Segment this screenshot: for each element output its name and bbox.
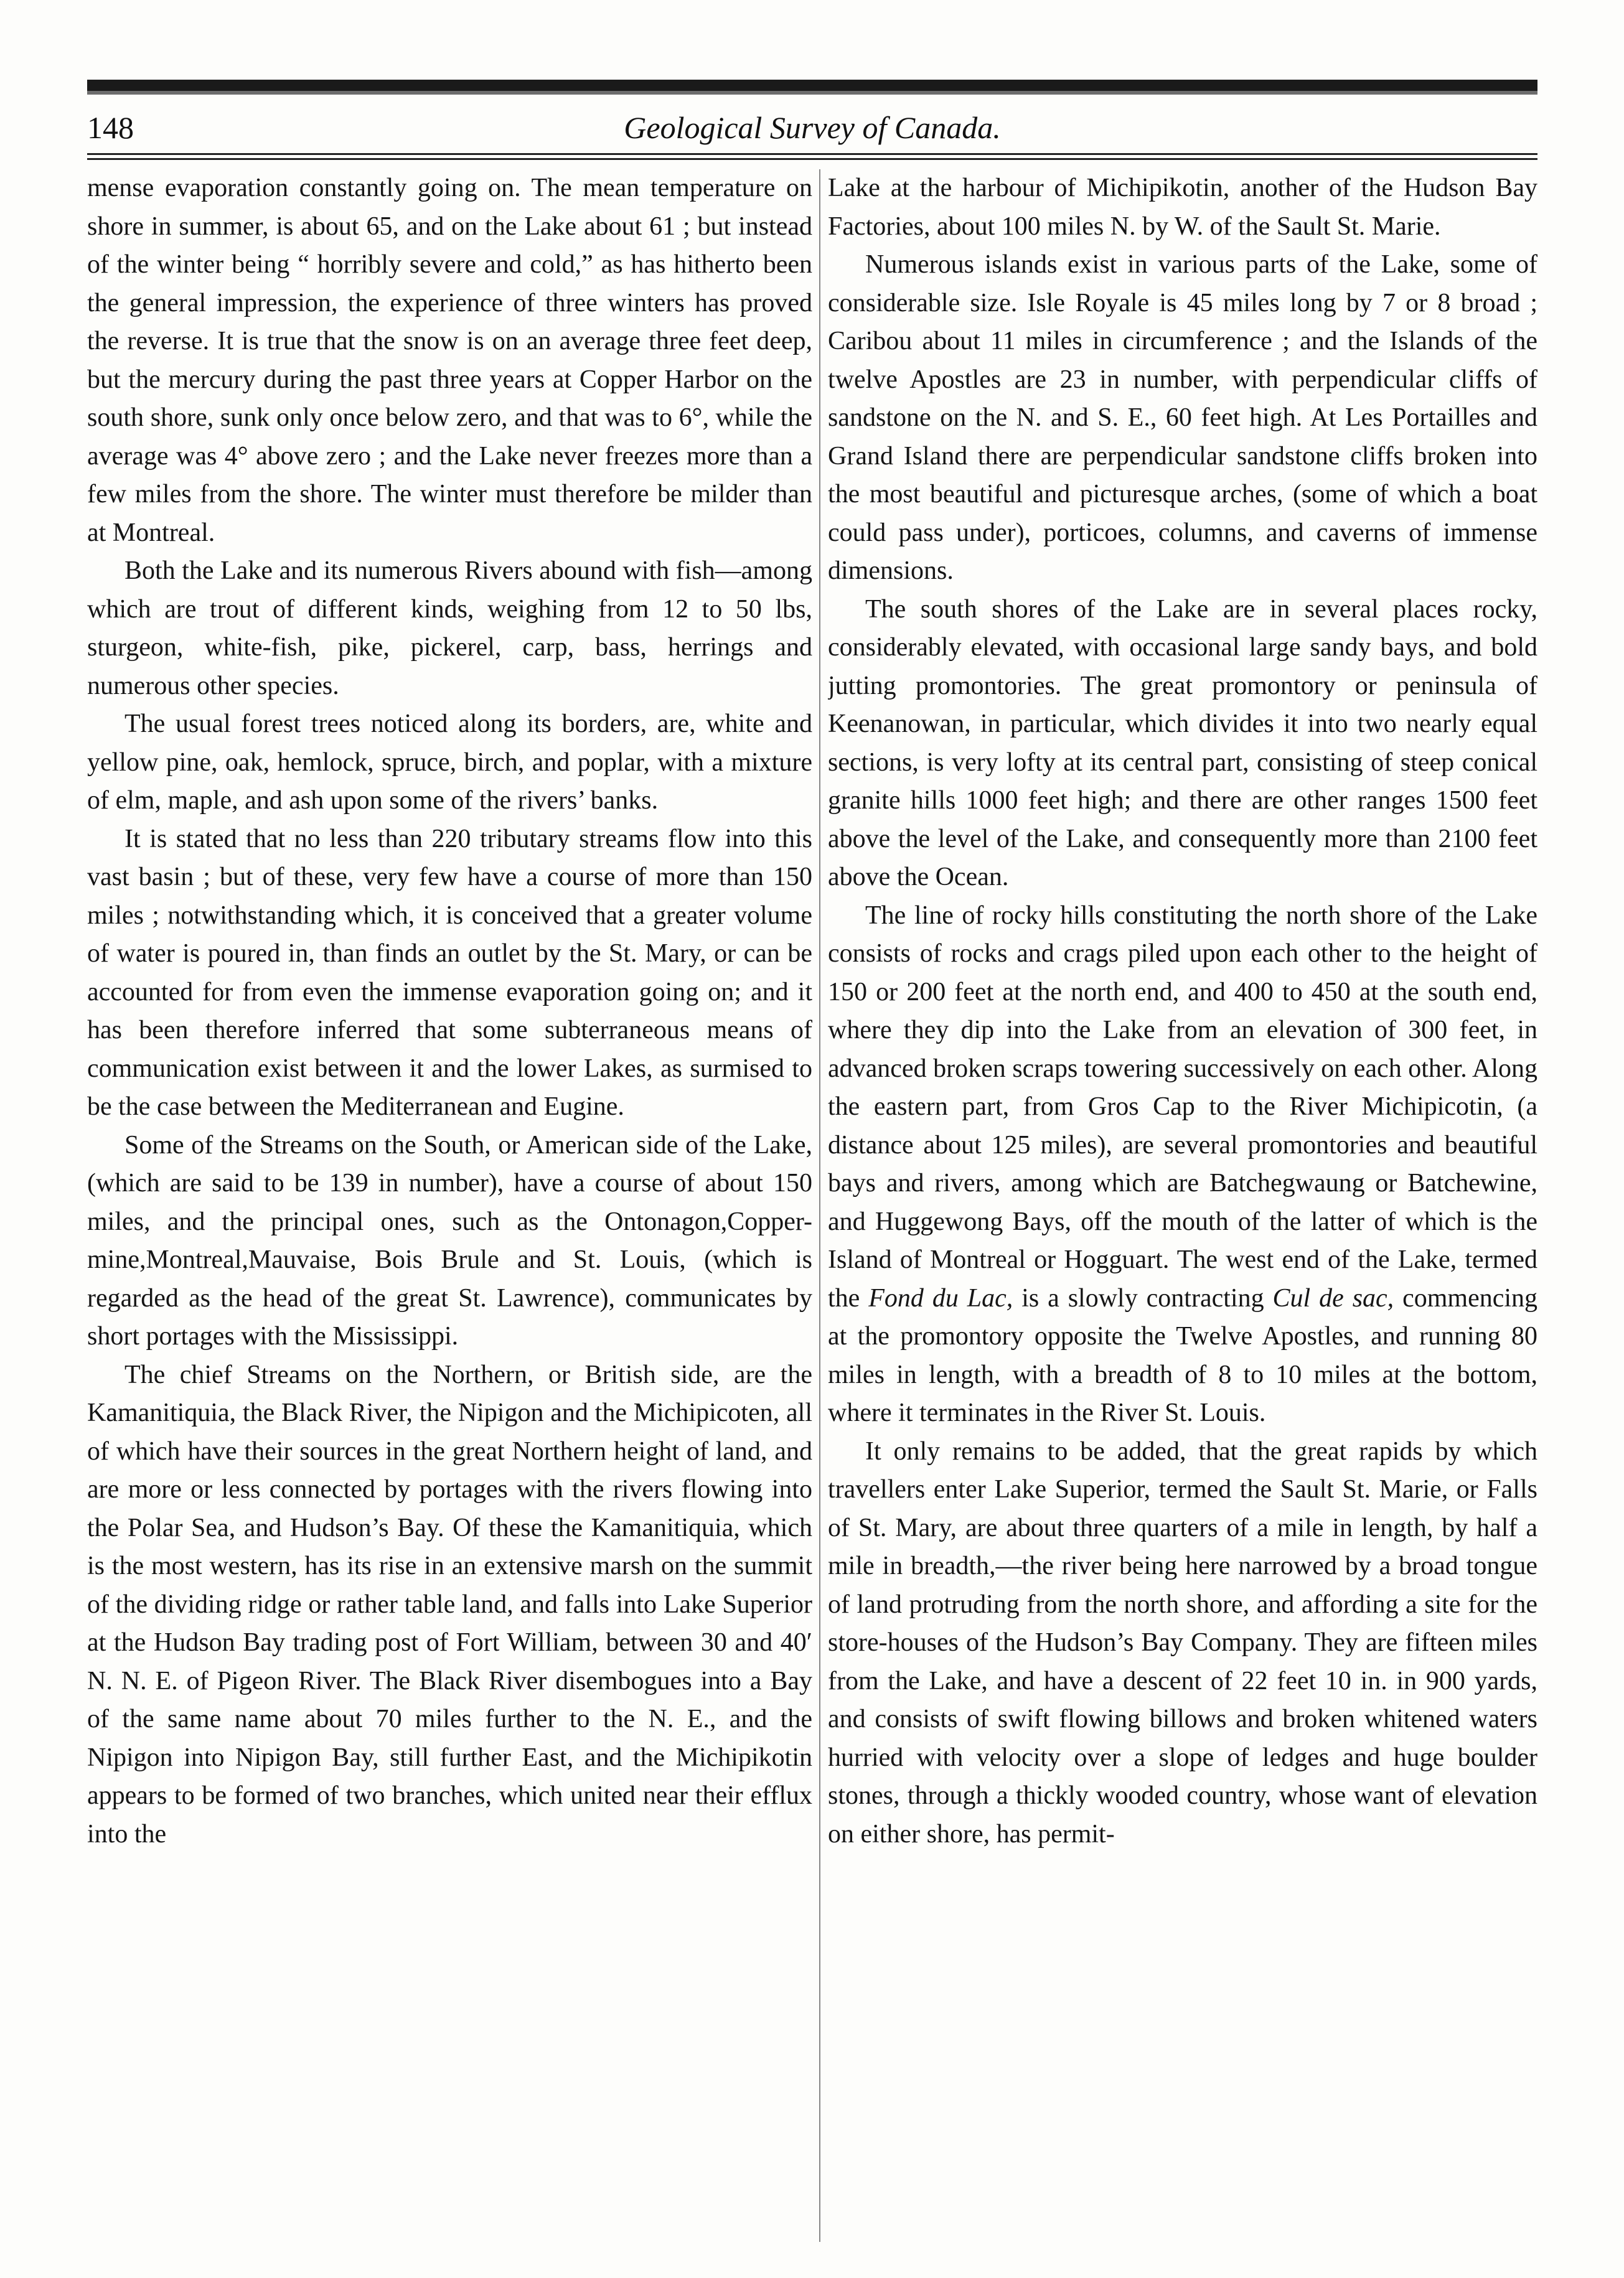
paragraph: The usual forest trees noticed along its borders, are, white and yellow pine, oak, hemlock, spruce, birch, and poplar, with a mixture of elm, maple, and ash upon some of the rivers’ banks. xyxy=(87,710,812,815)
text-run: is a slowly contracting xyxy=(1021,1283,1264,1313)
paragraph xyxy=(828,897,1537,1433)
header-rule xyxy=(87,153,1537,155)
italic-term: Fond du Lac, xyxy=(868,1283,1013,1313)
paragraph: Some of the Streams on the South, or American side of the Lake, (which are said to be 139 in number), have a course of about 150 miles, and the principal ones, such as the Ontonagon,Copper-mine,Montreal,Mauvaise, Bois Brule and St. Louis, (which is regarded as the head of the great St. Lawrence), communicates by short portages with the Mississippi. xyxy=(87,1130,812,1351)
paragraph: It only remains to be added, that the great rapids by which travellers enter Lake Superior, termed the Sault St. Marie, or Falls of St. Mary, are about three quarters of a mile in length, by half a mile in breadth,—the river being here narrowed by a broad tongue of land protruding from the north shore, and affording a site for the store-houses of the Hudson’s Bay Company. They are fifteen miles from the Lake, and have a descent of 22 feet 10 in. in 900 yards, and consists of swift flowing billows and broken whitened waters hurried with velocity over a slope of ledges and huge boulder stones, through a thickly wooded country, whose want of elevation on either shore, has permit- xyxy=(828,1437,1537,1849)
text-run: The line of rocky hills constituting the north shore of the Lake consists of rocks and crags piled upon each other to the height of 150 or 200 feet at the north end, and 400 to 450 at the south end, where they dip into the Lake from an elevation of 300 feet, in advanced broken scraps towering successively on each other. Along the eastern part, from Gros Cap to the River Michipicotin, (a distance about 125 miles), are several promontories and beautiful bays and rivers, among which are Batchegwaung or Batchewine, and Huggewong Bays, off the mouth of the latter of which is the Island of Montreal or Hogguart. The west end of the Lake, termed the xyxy=(828,901,1537,1313)
text-run: commencing at the promontory opposite the Twelve Apostles, and running 80 miles in length, with a breadth of 8 to 10 miles at the bottom, where it terminates in the River St. Louis. xyxy=(828,1283,1537,1427)
column-divider xyxy=(819,169,820,2242)
running-title: Geological Survey of Canada. xyxy=(624,110,1001,145)
paragraph: Numerous islands exist in various parts of the Lake, some of considerable size. Isle Royale is 45 miles long by 7 or 8 broad ; Caribou about 11 miles in circumference ; and the Islands of the twelve Apostles are 23 in number, with perpendicular cliffs of sandstone on the N. and S. E., 60 feet high. At Les Portailles and Grand Island there are perpendicular sandstone cliffs broken into the most beautiful and picturesque arches, (some of which a boat could pass under), porticoes, columns, and caverns of immense dimensions. xyxy=(828,250,1537,585)
paragraph: The chief Streams on the Northern, or British side, are the Kamanitiquia, the Black River, the Nipigon and the Michipicoten, all of which have their sources in the great Northern height of land, and are more or less connected by portages with the rivers flowing into the Polar Sea, and Hudson’s Bay. Of these the Kamanitiquia, which is the most western, has its rise in an extensive marsh on the summit of the dividing ridge or rather table land, and falls into Lake Superior at the Hudson Bay trading post of Fort William, between 30 and 40′ N. N. E. of Pigeon River. The Black River disembogues into a Bay of the same name about 70 miles further to the N. E., and the Nipigon into Nipigon Bay, still further East, and the Michipikotin appears to be formed of two branches, which united near their efflux into the xyxy=(87,1360,812,1849)
paragraph: mense evaporation constantly going on. The mean temperature on shore in summer, is about 65, and on the Lake about 61 ; but instead of the winter being “ horribly severe and cold,” as has hitherto been the general impression, the experience of three winters has proved the reverse. It is true that the snow is on an average three feet deep, but the mercury during the past three years at Copper Harbor on the south shore, sunk only once below zero, and that was to 6°, while the average was 4° above zero ; and the Lake never freezes more than a few miles from the shore. The winter must therefore be milder than at Montreal. xyxy=(87,174,812,547)
page-header xyxy=(87,106,1537,149)
page-number: 148 xyxy=(87,110,134,145)
paragraph: The south shores of the Lake are in several places rocky, considerably elevated, with occasional large sandy bays, and bold jutting promontories. The great promontory or peninsula of Keenanowan, in particular, which divides it into two nearly equal sections, is very lofty at its central part, consisting of steep conical granite hills 1000 feet high; and there are other ranges 1500 feet above the level of the Lake, and consequently more than 2100 feet above the Ocean. xyxy=(828,594,1537,891)
italic-term: Cul de sac, xyxy=(1272,1283,1394,1313)
paragraph: It is stated that no less than 220 tributary streams flow into this vast basin ; but of these, very few have a course of more than 150 miles ; notwithstanding which, it is conceived that a greater volume of water is poured in, than finds an outlet by the St. Mary, or can be accounted for from even the immense evaporation going on; and it has been therefore inferred that some subterraneous means of communication exist between it and the lower Lakes, as surmised to be the case between the Mediterranean and Eugine. xyxy=(87,824,812,1121)
top-rule xyxy=(87,80,1537,91)
top-rule-shadow xyxy=(87,91,1537,95)
left-column xyxy=(87,169,812,2242)
paragraph: Both the Lake and its numerous Rivers abound with fish—among which are trout of different kinds, weighing from 12 to 50 lbs, sturgeon, white-fish, pike, pickerel, carp, bass, herrings and numerous other species. xyxy=(87,556,812,700)
right-column xyxy=(828,169,1537,2242)
header-rule xyxy=(87,158,1537,160)
paragraph: Lake at the harbour of Michipikotin, another of the Hudson Bay Factories, about 100 miles N. by W. of the Sault St. Marie. xyxy=(828,174,1537,241)
